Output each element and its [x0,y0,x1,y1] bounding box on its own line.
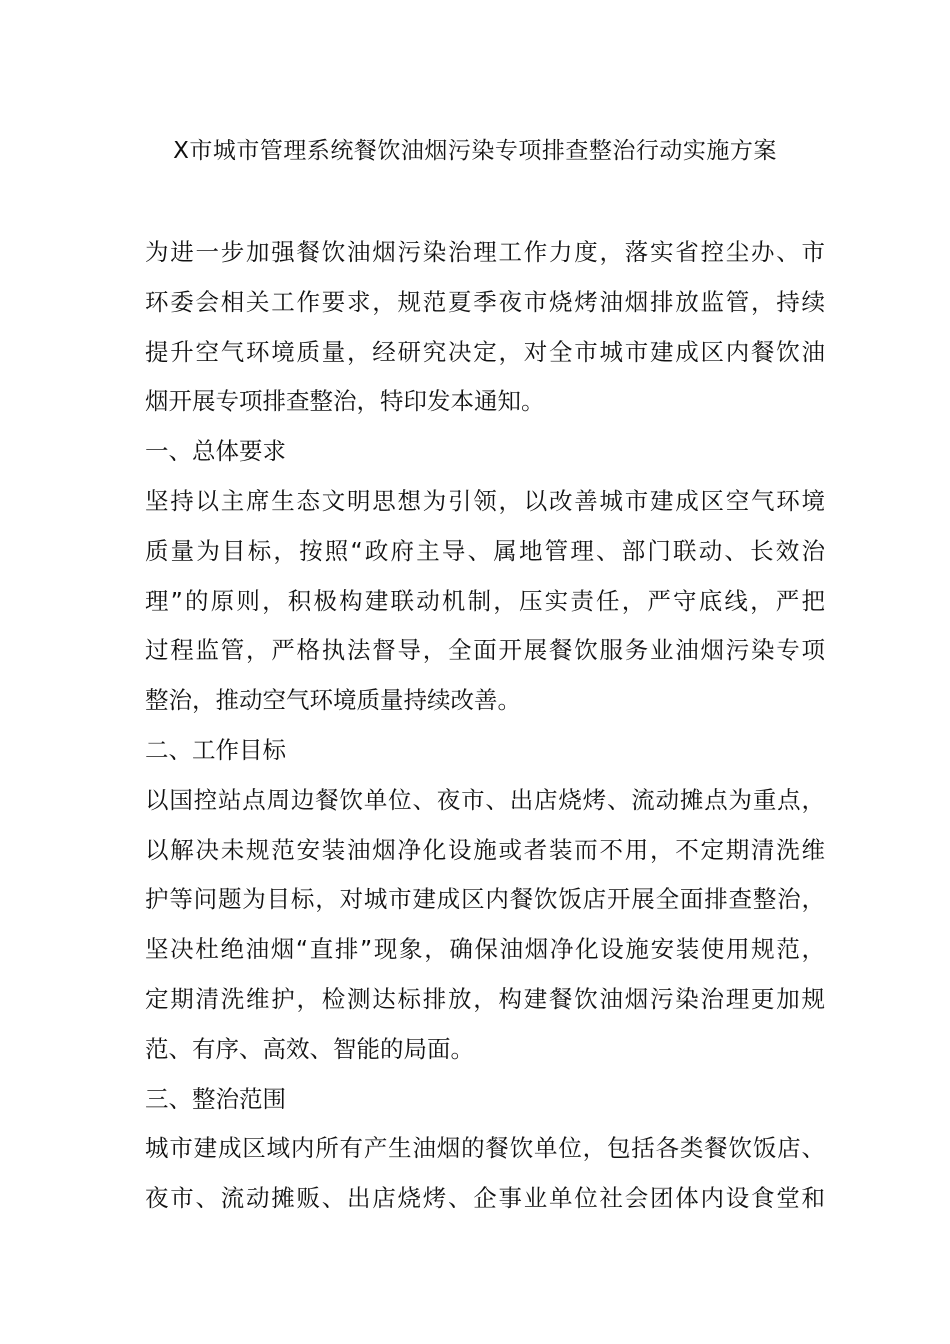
paragraph-line: 质量为目标，按照“政府主导、属地管理、部门联动、长效治 [145,536,825,565]
paragraph-line: 以国控站点周边餐饮单位、夜市、出店烧烤、流动摊点为重点， [145,785,825,814]
document-body [145,228,825,1224]
document-title: X市城市管理系统餐饮油烟污染专项排查整治行动实施方案 [173,138,777,164]
paragraph-line: 整治，推动空气环境质量持续改善。 [145,686,521,715]
section-heading: 三、整治范围 [145,1084,286,1113]
paragraph-line: 理”的原则，积极构建联动机制，压实责任，严守底线，严把 [145,586,825,615]
paragraph-line: 范、有序、高效、智能的局面。 [145,1034,474,1063]
paragraph-line: 坚决杜绝油烟“直排”现象，确保油烟净化设施安装使用规范， [145,935,825,964]
paragraph-line: 环委会相关工作要求，规范夏季夜市烧烤油烟排放监管，持续 [145,287,825,316]
paragraph-line: 提升空气环境质量，经研究决定，对全市城市建成区内餐饮油 [145,337,825,366]
paragraph-line: 为进一步加强餐饮油烟污染治理工作力度，落实省控尘办、市 [145,238,825,266]
section-heading: 一、总体要求 [145,437,286,466]
paragraph-line: 城市建成区域内所有产生油烟的餐饮单位，包括各类餐饮饭店、 [145,1134,825,1163]
paragraph-line: 护等问题为目标，对城市建成区内餐饮饭店开展全面排查整治， [145,885,825,914]
paragraph-line: 以解决未规范安装油烟净化设施或者装而不用，不定期清洗维 [145,835,825,864]
section-heading: 二、工作目标 [145,735,286,764]
paragraph-line: 过程监管，严格执法督导，全面开展餐饮服务业油烟污染专项 [145,636,825,665]
paragraph-line: 夜市、流动摊贩、出店烧烤、企事业单位社会团体内设食堂和 [145,1184,825,1213]
paragraph-line: 烟开展专项排查整治，特印发本通知。 [145,387,545,416]
paragraph-line: 定期清洗维护，检测达标排放，构建餐饮油烟污染治理更加规 [145,984,825,1013]
paragraph-line: 坚持以主席生态文明思想为引领，以改善城市建成区空气环境 [145,486,825,515]
